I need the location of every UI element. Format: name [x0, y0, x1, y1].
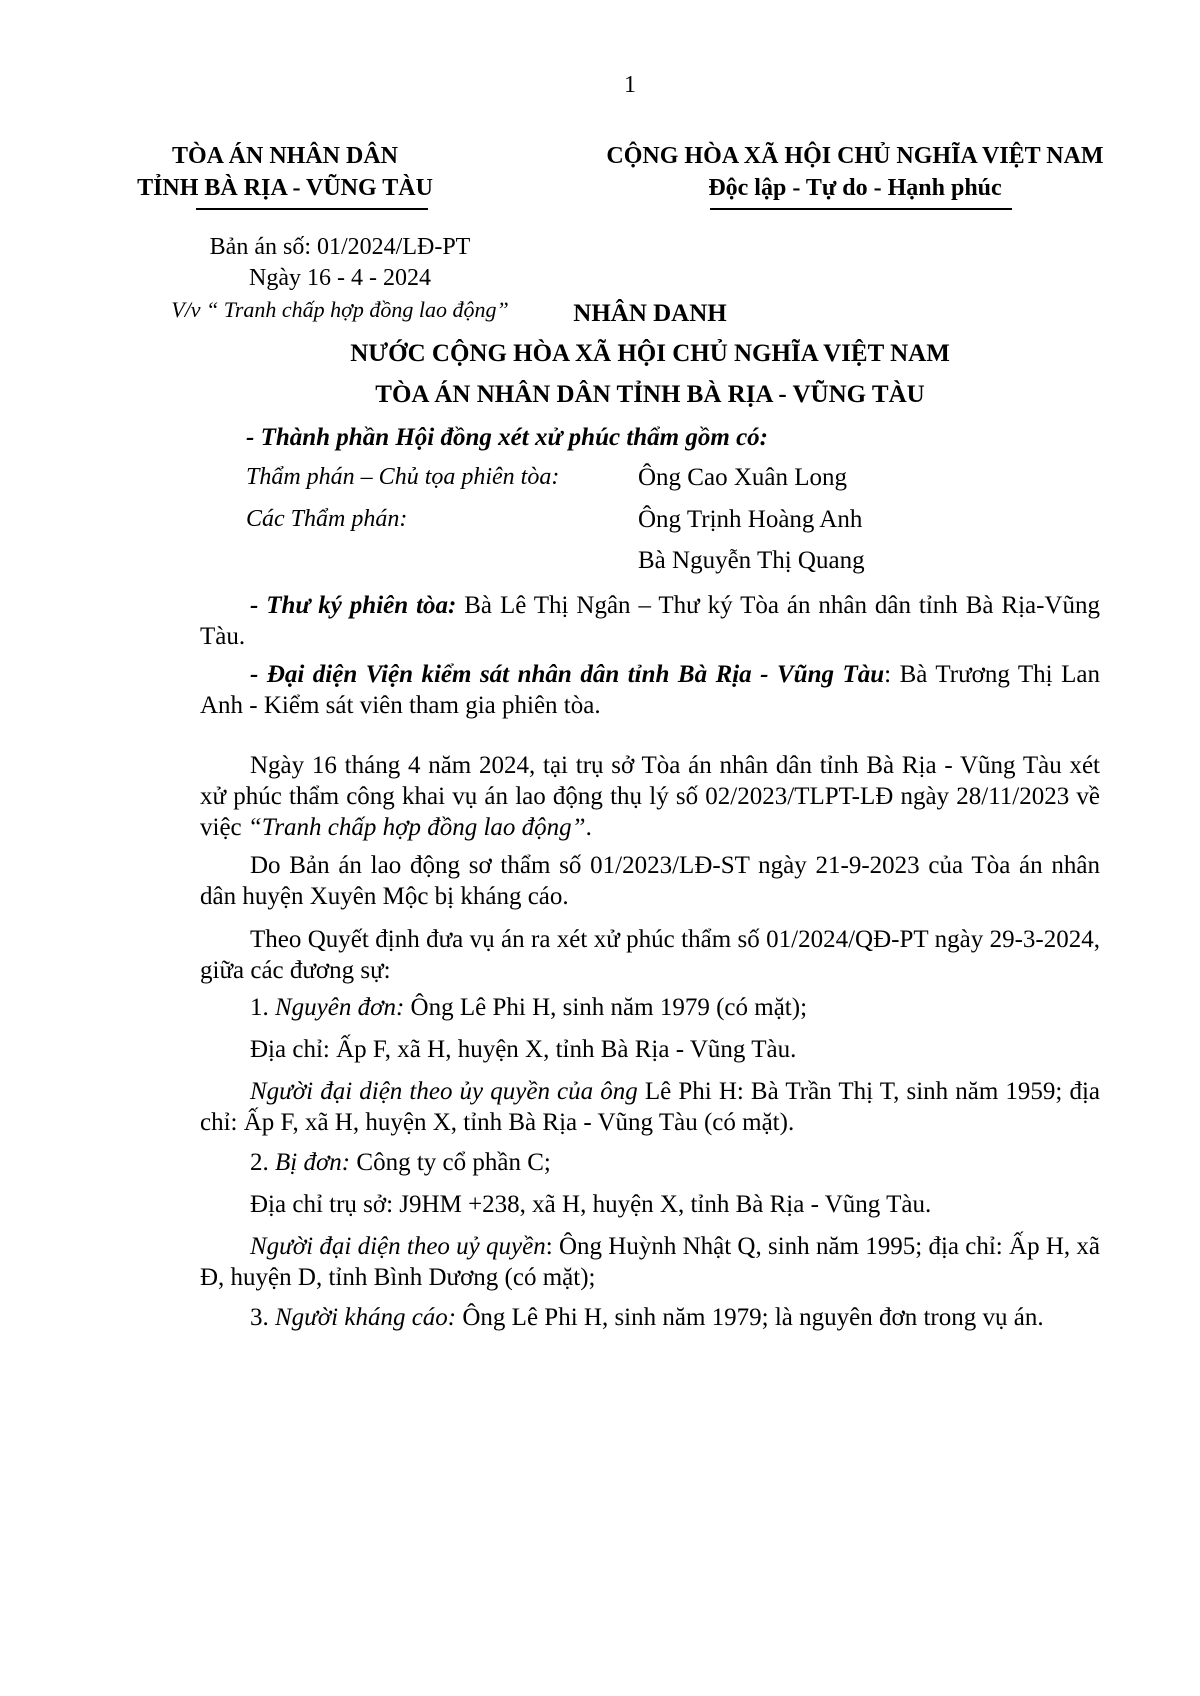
court-header: [130, 140, 440, 204]
judges-label: Các Thẩm phán:: [246, 506, 408, 532]
presiding-judge-label: Thẩm phán – Chủ tọa phiên tòa:: [246, 464, 560, 490]
plaintiff-rep-paragraph: [200, 1076, 1100, 1138]
plaintiff-rep-label: Người đại diện theo ủy quyền của ông: [250, 1078, 638, 1105]
presiding-judge-name: Ông Cao Xuân Long: [638, 464, 847, 491]
defendant-address-line: [200, 1189, 1100, 1220]
hearing-period: .: [585, 814, 592, 841]
procuracy-text: : Bà Trương Thị Lan Anh - Kiểm sát viên tham gia phiên tòa.: [200, 661, 1100, 719]
title-country: NƯỚC CỘNG HÒA XÃ HỘI CHỦ NGHĨA VIỆT NAM: [350, 340, 950, 367]
nation-motto: Độc lập - Tự do - Hạnh phúc: [708, 175, 1002, 201]
case-subject: V/v “ Tranh chấp hợp đồng lao động”: [171, 297, 509, 322]
procuracy-label: - Đại diện Viện kiểm sát nhân dân tỉnh Bà Rịa - Vũng Tàu: [250, 661, 885, 688]
plaintiff-address: Địa chỉ: Ấp F, xã H, huyện X, tỉnh Bà Rịa - Vũng Tàu.: [250, 1036, 797, 1063]
plaintiff-rep-text: Lê Phi H: Bà Trần Thị T, sinh năm 1959; địa chỉ: Ấp F, xã H, huyện X, tỉnh Bà Rịa - Vũng Tàu (có mặt).: [200, 1078, 1100, 1136]
defendant-text: Công ty cổ phần C;: [350, 1149, 551, 1176]
clerk-text: Bà Lê Thị Ngân – Thư ký Tòa án nhân dân tỉnh Bà Rịa-Vũng Tàu.: [200, 592, 1100, 650]
plaintiff-line: [200, 992, 1100, 1023]
nation-header-underline: [710, 208, 1012, 210]
hearing-dispute-type: “Tranh chấp hợp đồng lao động”: [247, 814, 586, 841]
court-header-underline: [196, 208, 428, 210]
defendant-address: Địa chỉ trụ sở: J9HM +238, xã H, huyện X, tỉnh Bà Rịa - Vũng Tàu.: [250, 1191, 932, 1218]
judge-name-1: Ông Trịnh Hoàng Anh: [638, 506, 863, 533]
clerk-paragraph: [200, 590, 1100, 652]
clerk-label: - Thư ký phiên tòa:: [250, 592, 457, 619]
nation-header: [550, 140, 1160, 204]
defendant-line: [200, 1147, 1100, 1178]
appellant-label: Người kháng cáo:: [275, 1304, 457, 1331]
decision-text: Theo Quyết định đưa vụ án ra xét xử phúc thẩm số 01/2024/QĐ-PT ngày 29-3-2024, giữa các đương sự:: [200, 926, 1100, 984]
defendant-rep-paragraph: [200, 1231, 1100, 1293]
hearing-text: Ngày 16 tháng 4 năm 2024, tại trụ sở Tòa án nhân dân tỉnh Bà Rịa - Vũng Tàu xét xử phúc thẩm công khai vụ án lao động thụ lý số 02/2023/TLPT-LĐ ngày 28/11/2023 về việc: [200, 752, 1100, 841]
appeal-origin-text: Do Bản án lao động sơ thẩm số 01/2023/LĐ-ST ngày 21-9-2023 của Tòa án nhân dân huyện Xuyên Mộc bị kháng cáo.: [200, 852, 1100, 910]
defendant-label: Bị đơn:: [275, 1149, 351, 1176]
defendant-number: 2.: [250, 1149, 275, 1176]
appeal-origin-paragraph: [200, 850, 1100, 912]
hearing-paragraph: [200, 750, 1100, 843]
plaintiff-label: Nguyên đơn:: [275, 994, 405, 1021]
page-number: 1: [624, 72, 636, 98]
decision-paragraph: [200, 924, 1100, 986]
nation-name: CỘNG HÒA XÃ HỘI CHỦ NGHĨA VIỆT NAM: [606, 143, 1104, 169]
court-name-line2: TỈNH BÀ RỊA - VŨNG TÀU: [137, 175, 433, 201]
case-date: Ngày 16 - 4 - 2024: [249, 265, 431, 291]
judge-name-2: Bà Nguyễn Thị Quang: [638, 547, 865, 574]
appellant-text: Ông Lê Phi H, sinh năm 1979; là nguyên đơn trong vụ án.: [456, 1304, 1044, 1331]
appellant-number: 3.: [250, 1304, 275, 1331]
case-number: Bản án số: 01/2024/LĐ-PT: [209, 234, 471, 260]
title-court: TÒA ÁN NHÂN DÂN TỈNH BÀ RỊA - VŨNG TÀU: [375, 381, 925, 408]
defendant-rep-text: : Ông Huỳnh Nhật Q, sinh năm 1995; địa chỉ: Ấp H, xã Đ, huyện D, tỉnh Bình Dương (có mặt);: [200, 1233, 1100, 1291]
appellant-paragraph: [200, 1302, 1100, 1333]
plaintiff-number: 1.: [250, 994, 275, 1021]
plaintiff-text: Ông Lê Phi H, sinh năm 1979 (có mặt);: [404, 994, 808, 1021]
procuracy-paragraph: [200, 659, 1100, 721]
court-name-line1: TÒA ÁN NHÂN DÂN: [171, 143, 398, 169]
title-name: NHÂN DANH: [573, 300, 727, 327]
defendant-rep-label: Người đại diện theo uỷ quyền: [250, 1233, 546, 1260]
plaintiff-address-line: [200, 1034, 1100, 1065]
panel-heading: - Thành phần Hội đồng xét xử phúc thẩm gồm có:: [246, 424, 768, 451]
